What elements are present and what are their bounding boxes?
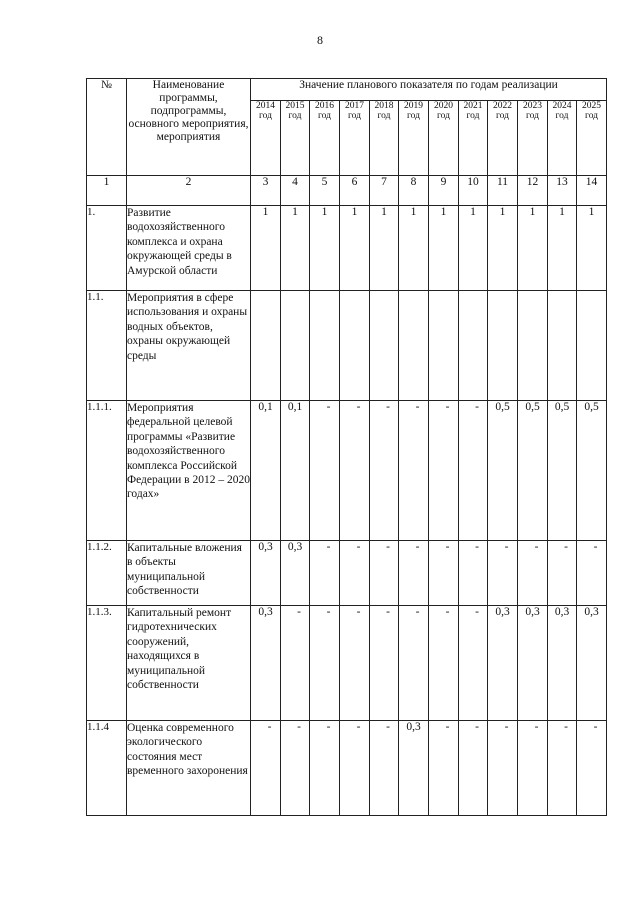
row-value	[251, 206, 281, 291]
header-number: №	[87, 79, 127, 176]
row-value-text: 1	[321, 206, 328, 218]
row-value	[488, 541, 518, 606]
row-value-text: -	[356, 401, 361, 413]
column-number: 6	[340, 176, 370, 206]
row-value-text: -	[534, 541, 539, 553]
row-value	[577, 721, 607, 816]
row-value	[518, 291, 548, 401]
row-value	[459, 206, 488, 291]
row-value-text: 1	[470, 206, 476, 218]
row-value-text: 0,3	[554, 606, 570, 618]
row-value-text: -	[356, 541, 361, 553]
header-year-unit: год	[377, 111, 391, 121]
header-year	[251, 101, 281, 176]
column-number: 9	[429, 176, 459, 206]
header-year-unit: год	[318, 111, 331, 121]
column-number: 11	[488, 176, 518, 206]
row-value	[251, 401, 281, 541]
row-value	[310, 721, 340, 816]
row-value-text: -	[475, 401, 479, 413]
row-name: Развитие водохозяйственного комплекса и охрана окружающей среды в Амурской области	[127, 206, 251, 291]
header-year-value: 2020	[434, 101, 453, 111]
header-year	[340, 101, 370, 176]
row-value-text: 1	[529, 206, 536, 218]
column-number: 8	[399, 176, 429, 206]
header-year-unit: год	[437, 111, 450, 121]
row-value	[429, 541, 459, 606]
row-value-text: 0,5	[495, 401, 510, 413]
row-value-text: -	[445, 541, 450, 553]
row-value-text: -	[534, 721, 539, 733]
row-number: 1.1.2.	[87, 541, 127, 606]
row-value-text: -	[386, 721, 390, 733]
row-value	[518, 401, 548, 541]
row-value	[340, 541, 370, 606]
row-value-text: -	[593, 541, 598, 553]
row-value-text: -	[326, 606, 331, 618]
row-value-text: 1	[410, 206, 417, 218]
row-value	[310, 401, 340, 541]
row-value-text: 0,3	[584, 606, 599, 618]
row-value	[459, 401, 488, 541]
row-value	[488, 721, 518, 816]
row-value	[399, 606, 429, 721]
row-value	[340, 401, 370, 541]
row-value	[281, 606, 310, 721]
header-year-unit: год	[348, 111, 361, 121]
row-value-text: -	[415, 401, 420, 413]
row-value-text: -	[445, 721, 450, 733]
row-name: Оценка современного экологического состояния мест временного захоронения	[127, 721, 251, 816]
row-value	[399, 721, 429, 816]
row-value-text: -	[326, 721, 331, 733]
row-value	[518, 541, 548, 606]
row-value	[429, 606, 459, 721]
header-year-value: 2022	[493, 101, 512, 111]
header-year	[429, 101, 459, 176]
column-number: 3	[251, 176, 281, 206]
row-value	[577, 606, 607, 721]
header-year-value: 2025	[582, 101, 602, 111]
row-value-text: 0,1	[258, 401, 273, 413]
row-name: Капитальные вложения в объекты муниципальной собственности	[127, 541, 251, 606]
row-value	[399, 401, 429, 541]
row-number: 1.	[87, 206, 127, 291]
row-value	[310, 206, 340, 291]
header-values-group: Значение планового показателя по годам реализации	[251, 79, 607, 101]
row-value	[370, 206, 399, 291]
row-value	[488, 206, 518, 291]
row-value-text: -	[326, 401, 331, 413]
row-value	[548, 721, 577, 816]
header-year-value: 2018	[374, 101, 394, 111]
row-value-text: -	[386, 606, 390, 618]
header-year-value: 2016	[315, 101, 334, 111]
row-value-text: -	[475, 721, 479, 733]
row-value-text: -	[564, 721, 568, 733]
row-value	[488, 291, 518, 401]
table-row	[87, 541, 607, 606]
header-year	[281, 101, 310, 176]
row-value-text: 0,5	[584, 401, 599, 413]
column-number: 14	[577, 176, 607, 206]
table-row	[87, 721, 607, 816]
row-value-text: -	[297, 606, 301, 618]
row-value-text: -	[475, 541, 479, 553]
row-value	[429, 206, 459, 291]
column-number: 4	[281, 176, 310, 206]
column-number: 2	[127, 176, 251, 206]
row-value	[518, 721, 548, 816]
row-value-text: -	[267, 721, 272, 733]
header-year-unit: год	[288, 111, 302, 121]
header-year	[548, 101, 577, 176]
page-number: 8	[317, 33, 323, 47]
row-value-text: -	[475, 606, 479, 618]
header-year-value: 2017	[345, 101, 364, 111]
row-value	[399, 206, 429, 291]
row-value	[310, 291, 340, 401]
row-name: Капитальный ремонт гидротехнических сооружений, находящихся в муниципальной собственности	[127, 606, 251, 721]
row-value	[310, 541, 340, 606]
header-year	[577, 101, 607, 176]
row-value	[370, 291, 399, 401]
header-year	[518, 101, 548, 176]
header-year-value: 2021	[463, 101, 483, 111]
row-number: 1.1.3.	[87, 606, 127, 721]
row-value	[251, 721, 281, 816]
plan-indicator-table	[86, 78, 607, 816]
header-year-value: 2024	[552, 101, 572, 111]
row-value	[548, 401, 577, 541]
row-value-text: 1	[262, 206, 269, 218]
row-name: Мероприятия федеральной целевой программы «Развитие водохозяйственного комплекса Российской Федерации в 2012 – 2020 годах»	[127, 401, 251, 541]
column-number: 12	[518, 176, 548, 206]
row-value	[251, 541, 281, 606]
row-value	[370, 541, 399, 606]
row-value-text: 1	[499, 206, 506, 218]
row-value-text: 0,1	[287, 401, 303, 413]
row-value-text: 1	[588, 206, 595, 218]
header-year-unit: год	[555, 111, 569, 121]
header-year-value: 2023	[523, 101, 542, 111]
row-value	[429, 721, 459, 816]
column-number: 10	[459, 176, 488, 206]
header-year-unit: год	[496, 111, 509, 121]
row-value-text: -	[386, 401, 390, 413]
row-value-text: -	[445, 401, 450, 413]
row-value-text: 1	[381, 206, 387, 218]
column-number: 7	[370, 176, 399, 206]
row-value	[281, 541, 310, 606]
row-value	[459, 721, 488, 816]
table-row	[87, 291, 607, 401]
header-year-unit: год	[585, 111, 599, 121]
row-value	[459, 606, 488, 721]
row-value	[340, 291, 370, 401]
row-value-text: -	[356, 606, 361, 618]
row-value-text: 1	[559, 206, 565, 218]
header-year	[370, 101, 399, 176]
row-value-text: -	[593, 721, 598, 733]
header-year-value: 2015	[285, 101, 305, 111]
row-value	[518, 606, 548, 721]
header-year-unit: год	[259, 111, 272, 121]
row-value-text: -	[504, 721, 509, 733]
row-value-text: -	[445, 606, 450, 618]
row-value	[251, 291, 281, 401]
row-value-text: -	[504, 541, 509, 553]
row-value-text: -	[415, 541, 420, 553]
header-year-unit: год	[466, 111, 480, 121]
row-value	[340, 721, 370, 816]
row-value	[281, 291, 310, 401]
row-value	[577, 401, 607, 541]
row-value-text: -	[297, 721, 301, 733]
row-number: 1.1.4	[87, 721, 127, 816]
row-value	[459, 541, 488, 606]
header-year	[488, 101, 518, 176]
row-name: Мероприятия в сфере использования и охраны водных объектов, охраны окружающей среды	[127, 291, 251, 401]
row-value	[488, 606, 518, 721]
header-year-unit: год	[407, 111, 420, 121]
column-number: 1	[87, 176, 127, 206]
row-value-text: 0,3	[406, 721, 421, 733]
row-value	[548, 206, 577, 291]
row-value	[577, 206, 607, 291]
table-row	[87, 206, 607, 291]
row-value-text: 0,5	[525, 401, 540, 413]
row-value	[459, 291, 488, 401]
row-value-text: -	[326, 541, 331, 553]
row-value	[281, 206, 310, 291]
header-year-unit: год	[526, 111, 539, 121]
row-value	[548, 606, 577, 721]
row-value	[429, 401, 459, 541]
row-value	[548, 291, 577, 401]
row-value-text: 0,3	[495, 606, 510, 618]
header-year	[399, 101, 429, 176]
row-value-text: 0,3	[258, 541, 273, 553]
row-value	[488, 401, 518, 541]
row-value-text: 0,3	[287, 541, 303, 553]
row-value-text: 1	[292, 206, 298, 218]
column-number: 13	[548, 176, 577, 206]
row-value-text: 0,3	[258, 606, 273, 618]
header-year	[459, 101, 488, 176]
row-value	[281, 401, 310, 541]
row-value	[340, 206, 370, 291]
row-value	[518, 206, 548, 291]
row-value	[310, 606, 340, 721]
row-value	[429, 291, 459, 401]
row-value	[548, 541, 577, 606]
row-value-text: 0,5	[554, 401, 570, 413]
row-number: 1.1.	[87, 291, 127, 401]
row-value-text: -	[564, 541, 568, 553]
row-value-text: -	[356, 721, 361, 733]
header-year	[310, 101, 340, 176]
row-value	[251, 606, 281, 721]
row-value-text: 1	[440, 206, 447, 218]
row-value	[340, 606, 370, 721]
row-value	[399, 291, 429, 401]
table-row	[87, 401, 607, 541]
header-year-value: 2014	[256, 101, 275, 111]
row-value-text: 0,3	[525, 606, 540, 618]
column-number: 5	[310, 176, 340, 206]
row-value	[399, 541, 429, 606]
row-number: 1.1.1.	[87, 401, 127, 541]
row-value-text: -	[415, 606, 420, 618]
header-year-value: 2019	[404, 101, 423, 111]
row-value	[577, 291, 607, 401]
row-value-text: 1	[351, 206, 358, 218]
row-value	[370, 401, 399, 541]
row-value-text: -	[386, 541, 390, 553]
row-value	[281, 721, 310, 816]
header-name: Наименование программы, подпрограммы, основного мероприятия, мероприятия	[127, 79, 251, 176]
row-value	[370, 721, 399, 816]
table-row	[87, 606, 607, 721]
row-value	[370, 606, 399, 721]
row-value	[577, 541, 607, 606]
